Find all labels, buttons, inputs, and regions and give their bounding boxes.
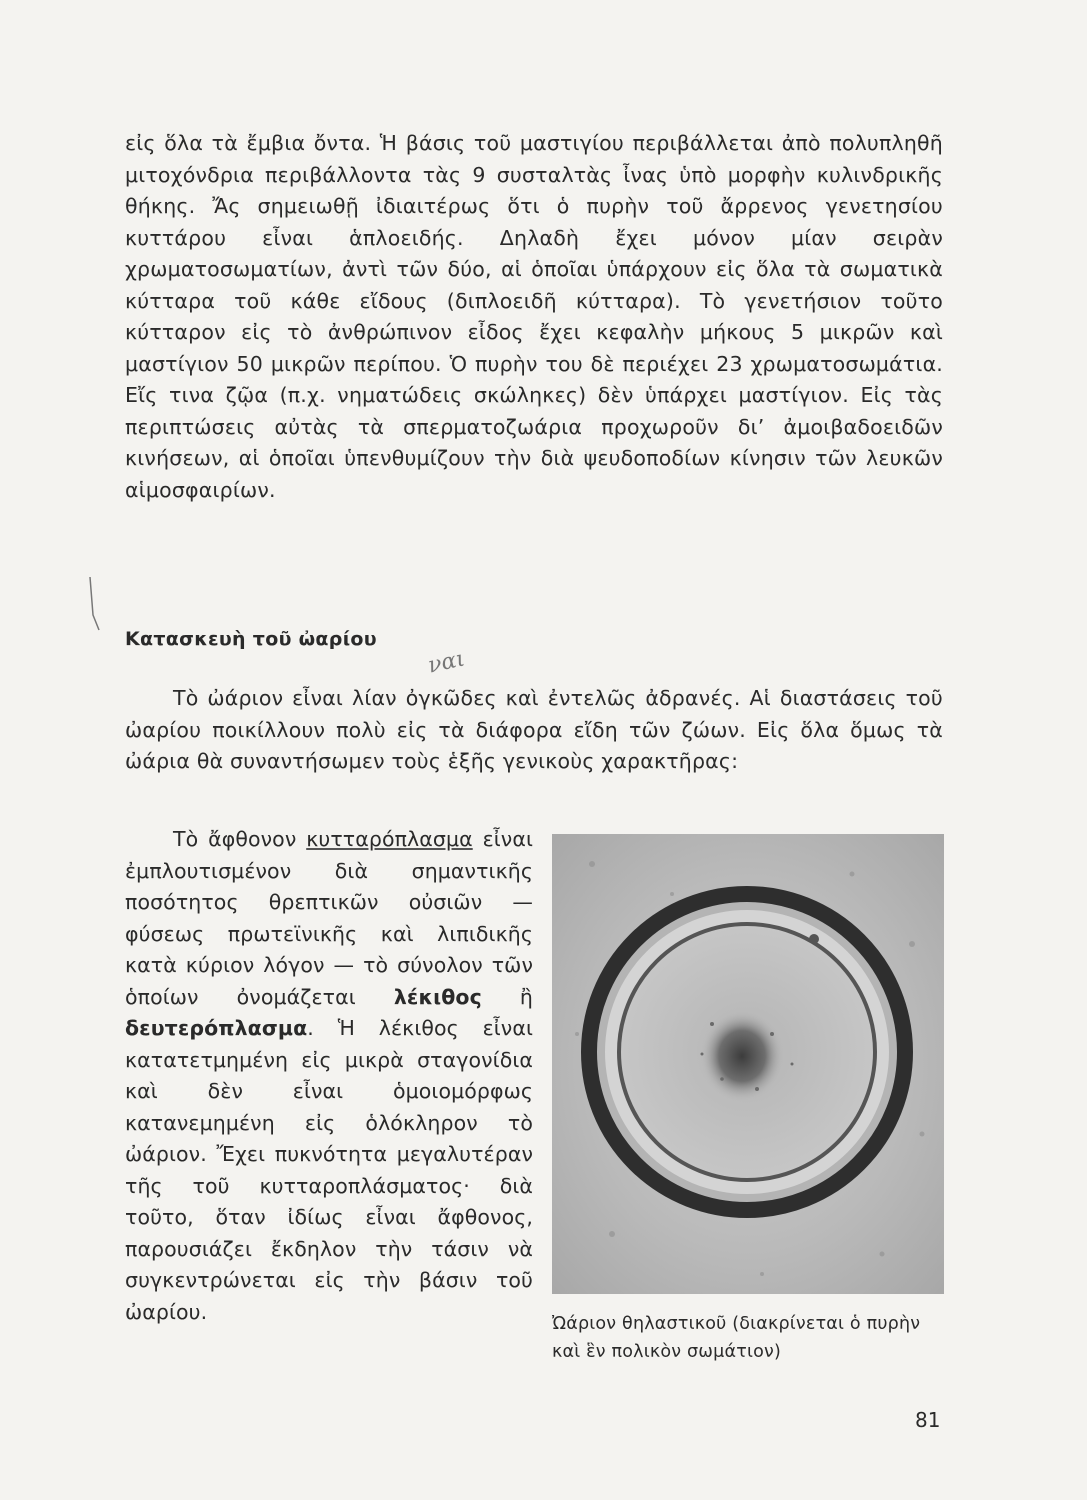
intro-paragraph-text: εἰς ὅλα τὰ ἔμβια ὄντα. Ἡ βάσις τοῦ μαστιγίου περιβάλλεται ἀπὸ πολυπληθῆ μιτοχόνδρια περιβάλλοντα τὰς 9 συσταλτὰς ἶνας ὑπὸ μορφὴν κυλινδρικῆς θήκης. Ἄς σημειωθῇ ἰδιαιτέρως ὅτι ὁ πυρὴν τοῦ ἄρρενος γενετησίου κυττάρου εἶναι ἁπλοειδής. Δηλαδὴ ἔχει μόνον μίαν σειρὰν χρωματοσωματίων, ἀντὶ τῶν δύο, αἱ ὁποῖαι ὑπάρχουν εἰς ὅλα τὰ σωματικὰ κύτταρα τοῦ κάθε εἴδους (διπλοειδῆ κύτταρα). Τὸ γενετήσιον τοῦτο κύτταρον εἰς τὸ ἀνθρώπινον εἶδος ἔχει κεφαλὴν μήκους 5 μικρῶν καὶ μαστίγιον 50 μικρῶν περίπου. Ὁ πυρὴν του δὲ περιέχει 23 χρωματοσωμάτια. Εἴς τινα ζῷα (π.χ. νηματώδεις σκώληκες) δὲν ὑπάρχει μαστίγιον. Εἰς τὰς περιπτώσεις αὐτὰς τὰ σπερματοζωάρια προχωροῦν δι’ ἀμοιβαδοειδῶν κινήσεων, αἱ ὁποῖαι ὑπενθυμίζουν τὴν διὰ ψευδοποδίων κίνησιν τῶν λευκῶν αἱμοσφαιρίων. xyxy=(125,131,943,502)
column-text-part1: Τὸ ἄφθονον xyxy=(173,827,307,851)
column-text-part3: . Ἡ λέκιθος εἶναι κατατετμημένη εἰς μικρὰ σταγονίδια καὶ δὲν εἶναι ὁμοιομόρφως κατανεμημένη εἰς ὁλόκληρον τὸ ὠάριον. Ἔχει πυκνότητα μεγαλυτέραν τῆς τοῦ κυτταροπλάσματος· διὰ τοῦτο, ὅταν ἰδίως εἶναι ἄφθονος, παρουσιάζει ἔκδηλον τὴν τάσιν νὰ συγκεντρώνεται εἰς τὴν βάσιν τοῦ ὠαρίου. xyxy=(125,1016,533,1324)
column-paragraph xyxy=(125,824,533,1328)
column-text-conj: ἢ xyxy=(481,984,533,1009)
handwritten-note: ναι xyxy=(425,646,468,679)
intro-paragraph xyxy=(125,128,943,506)
section-heading: Κατασκευὴ τοῦ ὠαρίου xyxy=(125,628,377,650)
term-deutoplasm: δευτερόπλασμα xyxy=(125,1016,308,1040)
section-paragraph-text: Τὸ ὠάριον εἶναι λίαν ὀγκῶδες καὶ ἐντελῶς ἀδρανές. Αἱ διαστάσεις τοῦ ὠαρίου ποικίλλουν πολὺ εἰς τὰ διάφορα εἴδη τῶν ζώων. Εἰς ὅλα ὅμως τὰ ὠάρια θὰ συναντήσωμεν τοὺς ἑξῆς γενικοὺς χαρακτῆρας: xyxy=(125,686,943,773)
polar-body xyxy=(809,934,819,944)
term-yolk: λέκιθος xyxy=(393,984,482,1009)
ovum-micrograph xyxy=(552,834,944,1294)
margin-pencil-mark xyxy=(84,575,104,635)
page-number: 81 xyxy=(915,1408,941,1432)
term-cytoplasm: κυτταρόπλασμα xyxy=(306,827,473,851)
figure-caption: Ὠάριον θηλαστικοῦ (διακρίνεται ὁ πυρὴν καὶ ἓν πολικὸν σωμάτιον) xyxy=(552,1314,921,1362)
section-paragraph xyxy=(125,683,943,778)
column-paragraph-text xyxy=(125,824,533,1328)
column-text-part2: εἶναι ἐμπλουτισμένον διὰ σημαντικῆς ποσότητος θρεπτικῶν οὐσιῶν — φύσεως πρωτεϊνικῆς καὶ λιπιδικῆς κατὰ κύριον λόγον — τὸ σύνολον τῶν ὁποίων ὀνομάζεται xyxy=(125,827,533,1009)
